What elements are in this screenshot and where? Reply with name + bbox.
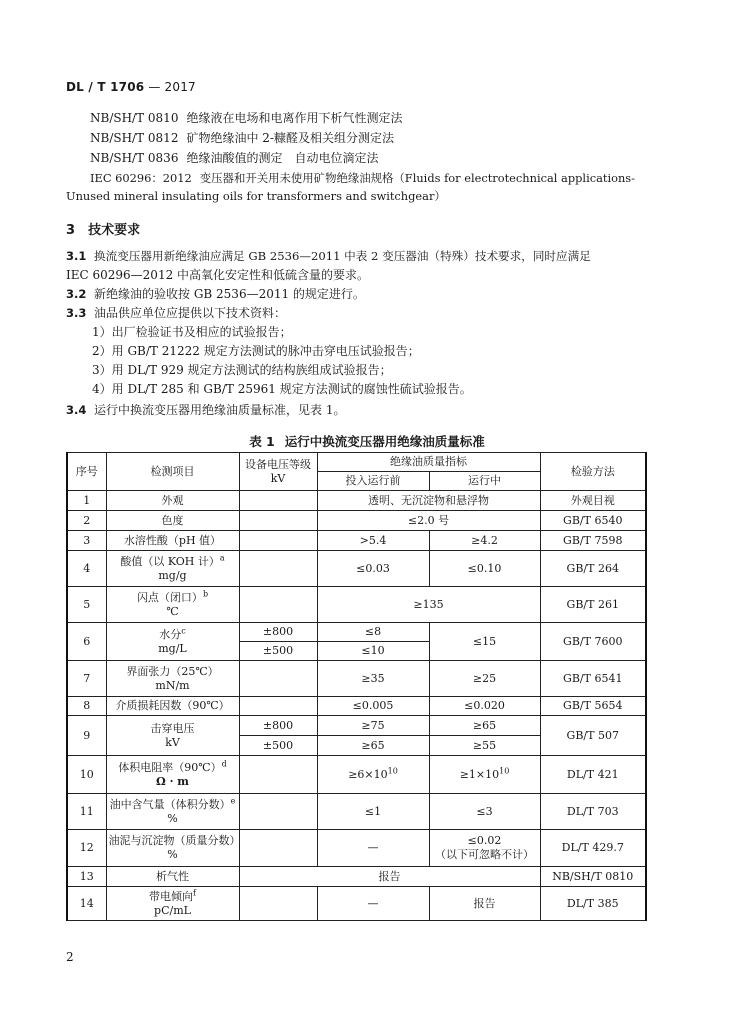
doc-code: DL / T 1706: [66, 80, 145, 94]
clause-number: 3.2: [66, 287, 87, 301]
cell-value: ≤2.0 号: [317, 511, 540, 531]
header-before: 投入运行前: [317, 472, 429, 491]
clause-text: 油品供应单位应提供以下技术资料：: [94, 306, 287, 320]
cell-voltage: [239, 697, 317, 716]
table-row: [67, 697, 646, 716]
table-row: [67, 756, 646, 794]
cell-voltage: [239, 756, 317, 794]
reference-title: 绝缘油酸值的测定 自动电位滴定法: [186, 151, 379, 165]
cell-no: 10: [67, 756, 106, 794]
cell-voltage: [239, 794, 317, 830]
cell-no: 2: [67, 511, 106, 531]
running-exponent: 10: [499, 765, 510, 775]
item-label: 闪点（闭口）: [136, 590, 203, 604]
cell-no: 1: [67, 491, 106, 511]
cell-method: DL/T 703: [540, 794, 646, 830]
clause-3-1-continuation: IEC 60296—2012 中高氧化安定性和低硫含量的要求。: [66, 268, 370, 282]
table-row: [67, 887, 646, 921]
table-row: [67, 511, 646, 531]
item-unit: %: [167, 848, 178, 861]
item-unit: mg/L: [158, 641, 187, 655]
cell-item: 析气性: [106, 867, 239, 887]
clause-text: 换流变压器用新绝缘油应满足 GB 2536—2011 中表 2 变压器油（特殊）技术要求，同时应满足: [94, 249, 591, 263]
header-quality: 绝缘油质量指标: [317, 453, 540, 472]
footnote-mark: a: [219, 552, 225, 562]
cell-no: 14: [67, 887, 106, 921]
item-unit: pC/mL: [154, 903, 191, 917]
clause-3-3: [66, 305, 286, 321]
footnote-mark: c: [181, 625, 186, 635]
cell-running: ≤0.020: [429, 697, 540, 716]
table-caption: [0, 432, 734, 450]
cell-no: 5: [67, 587, 106, 623]
cell-no: 4: [67, 551, 106, 587]
document-code-header: [66, 80, 196, 94]
page-number: 2: [66, 950, 74, 964]
item-label: 体积电阻率（90℃）: [118, 760, 222, 774]
cell-voltage: ±500: [239, 736, 317, 756]
cell-before: ≥35: [317, 661, 429, 697]
cell-running: ≤0.10: [429, 551, 540, 587]
item-label: 油中含气量（体积分数）: [109, 797, 231, 811]
cell-method: DL/T 421: [540, 756, 646, 794]
reference-code: NB/SH/T 0836: [90, 151, 179, 165]
footnote-mark: f: [193, 887, 196, 897]
cell-running: [429, 830, 540, 867]
before-base: ≥6×10: [348, 767, 388, 781]
cell-item: [106, 551, 239, 587]
cell-item: 外观: [106, 491, 239, 511]
table-row: [67, 551, 646, 587]
item-label: 水分: [159, 627, 182, 641]
footnote-mark: d: [221, 758, 227, 768]
header-voltage-unit: kV: [270, 471, 286, 485]
cell-running: ≤15: [429, 623, 540, 661]
cell-item: [106, 716, 239, 756]
list-item: 1）出厂检验证书及相应的试验报告；: [92, 325, 292, 339]
cell-item: [106, 623, 239, 661]
item-unit: ℃: [166, 604, 179, 618]
cell-no: 9: [67, 716, 106, 756]
cell-before: —: [317, 830, 429, 867]
cell-voltage: [239, 531, 317, 551]
cell-running: ≥25: [429, 661, 540, 697]
reference-code: IEC 60296：2012: [90, 171, 192, 185]
cell-before: —: [317, 887, 429, 921]
cell-value: 报告: [239, 867, 540, 887]
running-note: （以下可忽略不计）: [435, 848, 534, 861]
item-unit: Ω · m: [156, 774, 189, 788]
cell-item: [106, 756, 239, 794]
item-label: 击穿电压: [150, 721, 195, 735]
cell-method: DL/T 385: [540, 887, 646, 921]
reference-item: [90, 110, 402, 126]
header-no: 序号: [67, 453, 106, 491]
clause-text: 运行中换流变压器用绝缘油质量标准，见表 1。: [94, 403, 346, 417]
header-voltage-label: 设备电压等级: [245, 457, 311, 471]
cell-before: ≤10: [317, 642, 429, 661]
cell-item: 水溶性酸（pH 值）: [106, 531, 239, 551]
cell-item: [106, 587, 239, 623]
table-row: [67, 491, 646, 511]
cell-no: 12: [67, 830, 106, 867]
reference-continuation: Unused mineral insulating oils for transformers and switchgear）: [66, 189, 446, 203]
table-row: [67, 587, 646, 623]
cell-running: 报告: [429, 887, 540, 921]
doc-year: 2017: [164, 80, 196, 94]
reference-code: NB/SH/T 0810: [90, 111, 179, 125]
cell-before: [317, 756, 429, 794]
cell-before: ≤1: [317, 794, 429, 830]
doc-code-dash: —: [144, 80, 165, 94]
table-row: [67, 661, 646, 697]
reference-code: NB/SH/T 0812: [90, 131, 179, 145]
table-title: 运行中换流变压器用绝缘油质量标准: [284, 434, 485, 449]
table-row: [67, 794, 646, 830]
cell-voltage: ±500: [239, 642, 317, 661]
cell-item: 色度: [106, 511, 239, 531]
reference-title: 矿物绝缘油中 2-糠醛及相关组分测定法: [186, 131, 394, 145]
cell-method: GB/T 507: [540, 716, 646, 756]
cell-before: >5.4: [317, 531, 429, 551]
cell-voltage: [239, 511, 317, 531]
cell-item: [106, 661, 239, 697]
cell-running: ≥4.2: [429, 531, 540, 551]
cell-before: ≤0.005: [317, 697, 429, 716]
cell-value: ≥135: [317, 587, 540, 623]
table-label: 表 1: [249, 434, 275, 449]
cell-no: 3: [67, 531, 106, 551]
cell-voltage: ±800: [239, 716, 317, 736]
section-number: 3: [66, 223, 76, 238]
clause-number: 3.4: [66, 403, 87, 417]
cell-running: ≥55: [429, 736, 540, 756]
cell-no: 6: [67, 623, 106, 661]
clause-text: 新绝缘油的验收按 GB 2536—2011 的规定进行。: [94, 287, 365, 301]
clause-number: 3.1: [66, 249, 87, 263]
clause-3-1: [66, 248, 591, 264]
cell-voltage: [239, 661, 317, 697]
reference-item: [90, 130, 394, 146]
clause-3-4: [66, 402, 345, 418]
cell-voltage: [239, 551, 317, 587]
list-item: 4）用 DL/T 285 和 GB/T 25961 规定方法测试的腐蚀性硫试验报告。: [92, 382, 472, 396]
table-row: [67, 716, 646, 736]
header-method: 检验方法: [540, 453, 646, 491]
table-row: [67, 867, 646, 887]
cell-method: GB/T 6540: [540, 511, 646, 531]
table-row: [67, 830, 646, 867]
footnote-mark: b: [202, 588, 209, 598]
cell-before: ≤0.03: [317, 551, 429, 587]
table-row: [67, 531, 646, 551]
item-unit: mg/g: [158, 568, 187, 582]
cell-item: [106, 794, 239, 830]
clause-3-2: [66, 286, 365, 302]
header-running: 运行中: [429, 472, 540, 491]
item-label: 界面张力（25℃）: [126, 664, 219, 678]
item-unit: %: [167, 811, 178, 825]
header-item: 检测项目: [106, 453, 239, 491]
cell-running: ≥65: [429, 716, 540, 736]
item-unit: kV: [165, 735, 180, 749]
section-title: 技术要求: [88, 223, 141, 238]
reference-item: [90, 170, 635, 186]
cell-voltage: [239, 491, 317, 511]
oil-quality-table: [66, 452, 647, 921]
table-row: [67, 623, 646, 642]
reference-title: 绝缘液在电场和电离作用下析气性测定法: [186, 111, 403, 125]
cell-before: ≥75: [317, 716, 429, 736]
cell-item: [106, 830, 239, 867]
cell-before: ≥65: [317, 736, 429, 756]
header-voltage: [239, 453, 317, 491]
cell-value: 透明、无沉淀物和悬浮物: [317, 491, 540, 511]
cell-item: [106, 887, 239, 921]
item-label: 带电倾向: [149, 889, 194, 903]
cell-method: GB/T 6541: [540, 661, 646, 697]
section-heading: [66, 219, 140, 238]
cell-method: GB/T 261: [540, 587, 646, 623]
cell-voltage: [239, 887, 317, 921]
item-label: 酸值（以 KOH 计）: [120, 554, 220, 568]
cell-method: GB/T 264: [540, 551, 646, 587]
running-base: ≥1×10: [459, 767, 500, 781]
reference-item: [90, 150, 378, 166]
running-value: ≤0.02: [467, 834, 502, 847]
item-unit: mN/m: [155, 678, 190, 692]
list-item: 2）用 GB/T 21222 规定方法测试的脉冲击穿电压试验报告；: [92, 344, 420, 358]
cell-no: 7: [67, 661, 106, 697]
cell-voltage: [239, 830, 317, 867]
cell-method: GB/T 5654: [540, 697, 646, 716]
cell-method: GB/T 7600: [540, 623, 646, 661]
cell-running: ≤3: [429, 794, 540, 830]
cell-no: 11: [67, 794, 106, 830]
cell-method: NB/SH/T 0810: [540, 867, 646, 887]
cell-running: [429, 756, 540, 794]
item-label: 油泥与沉淀物（质量分数）: [108, 834, 241, 847]
list-item: 3）用 DL/T 929 规定方法测试的结构族组成试验报告；: [92, 363, 392, 377]
footnote-mark: e: [230, 795, 236, 805]
cell-voltage: [239, 587, 317, 623]
cell-voltage: ±800: [239, 623, 317, 642]
clause-number: 3.3: [66, 306, 87, 320]
cell-item: 介质损耗因数（90℃）: [106, 697, 239, 716]
cell-no: 8: [67, 697, 106, 716]
cell-method: 外观目视: [540, 491, 646, 511]
cell-no: 13: [67, 867, 106, 887]
cell-method: GB/T 7598: [540, 531, 646, 551]
cell-method: DL/T 429.7: [540, 830, 646, 867]
reference-title: 变压器和开关用未使用矿物绝缘油规格（Fluids for electrotechnical applications-: [199, 171, 635, 185]
cell-before: ≤8: [317, 623, 429, 642]
before-exponent: 10: [387, 765, 398, 775]
